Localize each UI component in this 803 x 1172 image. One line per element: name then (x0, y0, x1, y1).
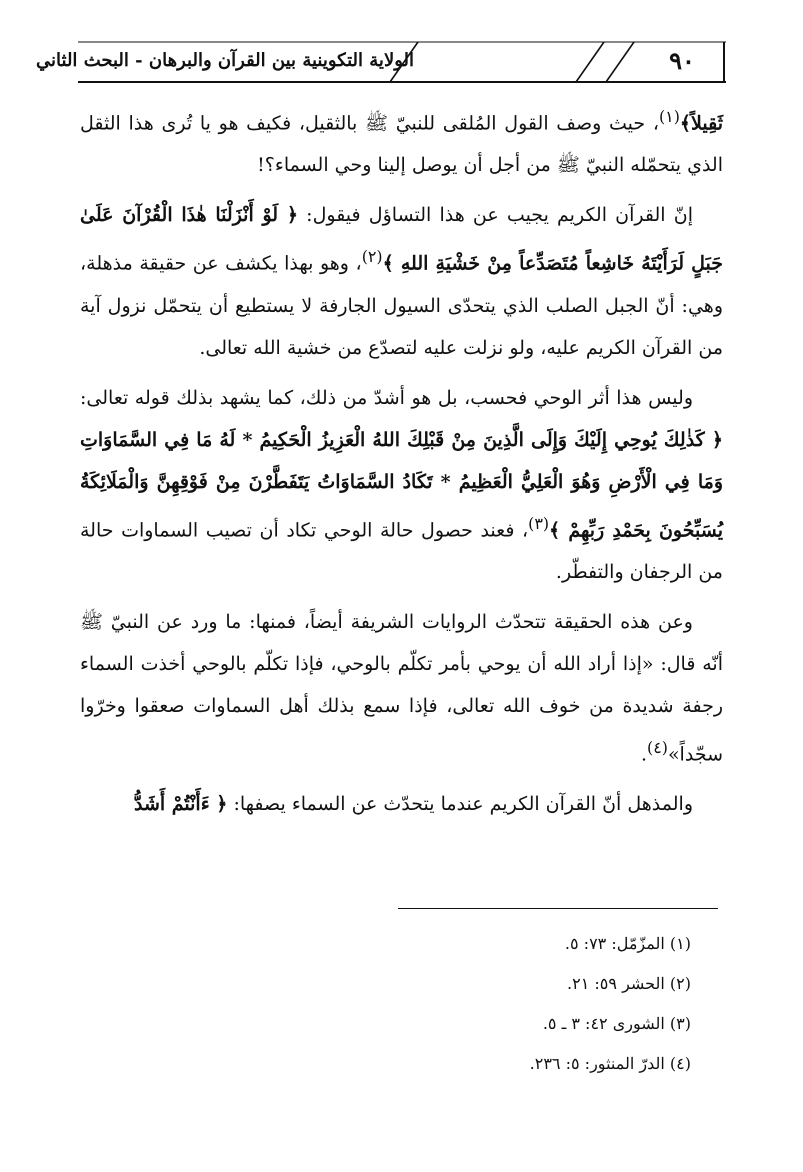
page-number: ٩٠ (669, 46, 695, 75)
footnote-ref-1: (١) (658, 107, 680, 126)
paragraph-2: إنّ القرآن الكريم يجيب عن هذا التساؤل فيقول: ﴿ لَوْ أَنْزَلْنَا هٰذَا الْقُرْآنَ عَلَىٰ جَبَلٍ لَرَأَيْتَهُ خَاشِعاً مُتَصَدِّعاً مِنْ خَشْيَةِ اللهِ ﴾$^{(٢)}$، وهو بهذا يكشف عن حقيقة مذهلة، وهي: أنّ الجبل الصلب الذي يتحدّى السيول الجارفة لا يستطيع أن يتحمّل نزول آية من القرآن الكريم عليه، ولو نزلت عليه لتصدّع من خشية الله تعالى. (80, 204, 723, 359)
page-header (36, 40, 726, 84)
quran-quote-3: ﴿ كَذٰلِكَ يُوحِي إِلَيْكَ وَإِلَى الَّذِينَ مِنْ قَبْلِكَ اللهُ الْعَزِيزُ الْحَكِيمُ * لَهُ مَا فِي السَّمَاوَاتِ وَمَا فِي الْأَرْضِ وَهُوَ الْعَلِيُّ الْعَظِيمُ * تَكَادُ السَّمَاوَاتُ يَتَفَطَّرْنَ مِنْ فَوْقِهِنَّ وَالْمَلَائِكَةُ يُسَبِّحُونَ بِحَمْدِ رَبِّهِمْ ﴾ (80, 428, 723, 541)
paragraph-1: ثَقِيلاً﴾$^{(١)}$، حيث وصف القول المُلقى للنبيّ ﷺ بالثقيل، فكيف هو يا تُرى هذا الثقل الذي يتحمّله النبيّ ﷺ من أجل أن يوصل إلينا وحي السماء؟! (80, 107, 723, 177)
quran-quote-2: ﴿ لَوْ أَنْزَلْنَا هٰذَا الْقُرْآنَ عَلَىٰ جَبَلٍ لَرَأَيْتَهُ خَاشِعاً مُتَصَدِّعاً مِنْ خَشْيَةِ اللهِ ﴾ (80, 204, 723, 275)
paragraph-3: وليس هذا أثر الوحي فحسب، بل هو أشدّ من ذلك، كما يشهد بذلك قوله تعالى: ﴿ كَذٰلِكَ يُوحِي إِلَيْكَ وَإِلَى الَّذِينَ مِنْ قَبْلِكَ اللهُ الْعَزِيزُ الْحَكِيمُ * لَهُ مَا فِي السَّمَاوَاتِ وَمَا فِي الْأَرْضِ وَهُوَ الْعَلِيُّ الْعَظِيمُ * تَكَادُ السَّمَاوَاتُ يَتَفَطَّرْنَ مِنْ فَوْقِهِنَّ وَالْمَلَائِكَةُ يُسَبِّحُونَ بِحَمْدِ رَبِّهِمْ ﴾$^{(٣)}$، فعند حصول حالة الوحي تكاد أن تصيب السماوات حالة من الرجفان والتفطّر. (80, 386, 723, 583)
footnote-2: (٢) الحشر ٥٩: ٢١. (567, 974, 691, 993)
footnote-3: (٣) الشورى ٤٢: ٣ ـ ٥. (542, 1014, 691, 1033)
paragraph-5: والمذهل أنّ القرآن الكريم عندما يتحدّث عن السماء يصفها: ﴿ ءَأَنْتُمْ أَشَدُّ (133, 793, 693, 816)
footnote-ref-3: (٣) (528, 513, 550, 533)
footnotes (400, 924, 691, 1084)
body-text (80, 96, 723, 833)
footnote-1: (١) المزّمّل: ٧٣: ٥. (564, 934, 691, 953)
quran-quote-5: ﴿ ءَأَنْتُمْ أَشَدُّ (133, 793, 228, 816)
quran-quote-1: ثَقِيلاً﴾ (679, 112, 723, 135)
footnote-ref-4: (٤) (647, 737, 668, 757)
footnote-ref-2: (٢) (361, 247, 383, 267)
paragraph-4: وعن هذه الحقيقة تتحدّث الروايات الشريفة أيضاً، فمنها: ما ورد عن النبيّ ﷺ أنّه قال: «إذا أراد الله أن يوحي بأمر تكلّم بالوحي، فإذا تكلّم بالوحي أخذت السماء رجفة شديدة من خوف الله تعالى، فإذا سمع بذلك أهل السماوات صعقوا وخرّوا سجّداً»$^{(٤)}$. (80, 610, 723, 766)
footnote-4: (٤) الدرّ المنثور: ٥: ٢٣٦. (529, 1054, 691, 1073)
footnote-separator (398, 908, 718, 909)
running-title: الولاية التكوينية بين القرآن والبرهان - البحث الثاني (36, 50, 414, 71)
